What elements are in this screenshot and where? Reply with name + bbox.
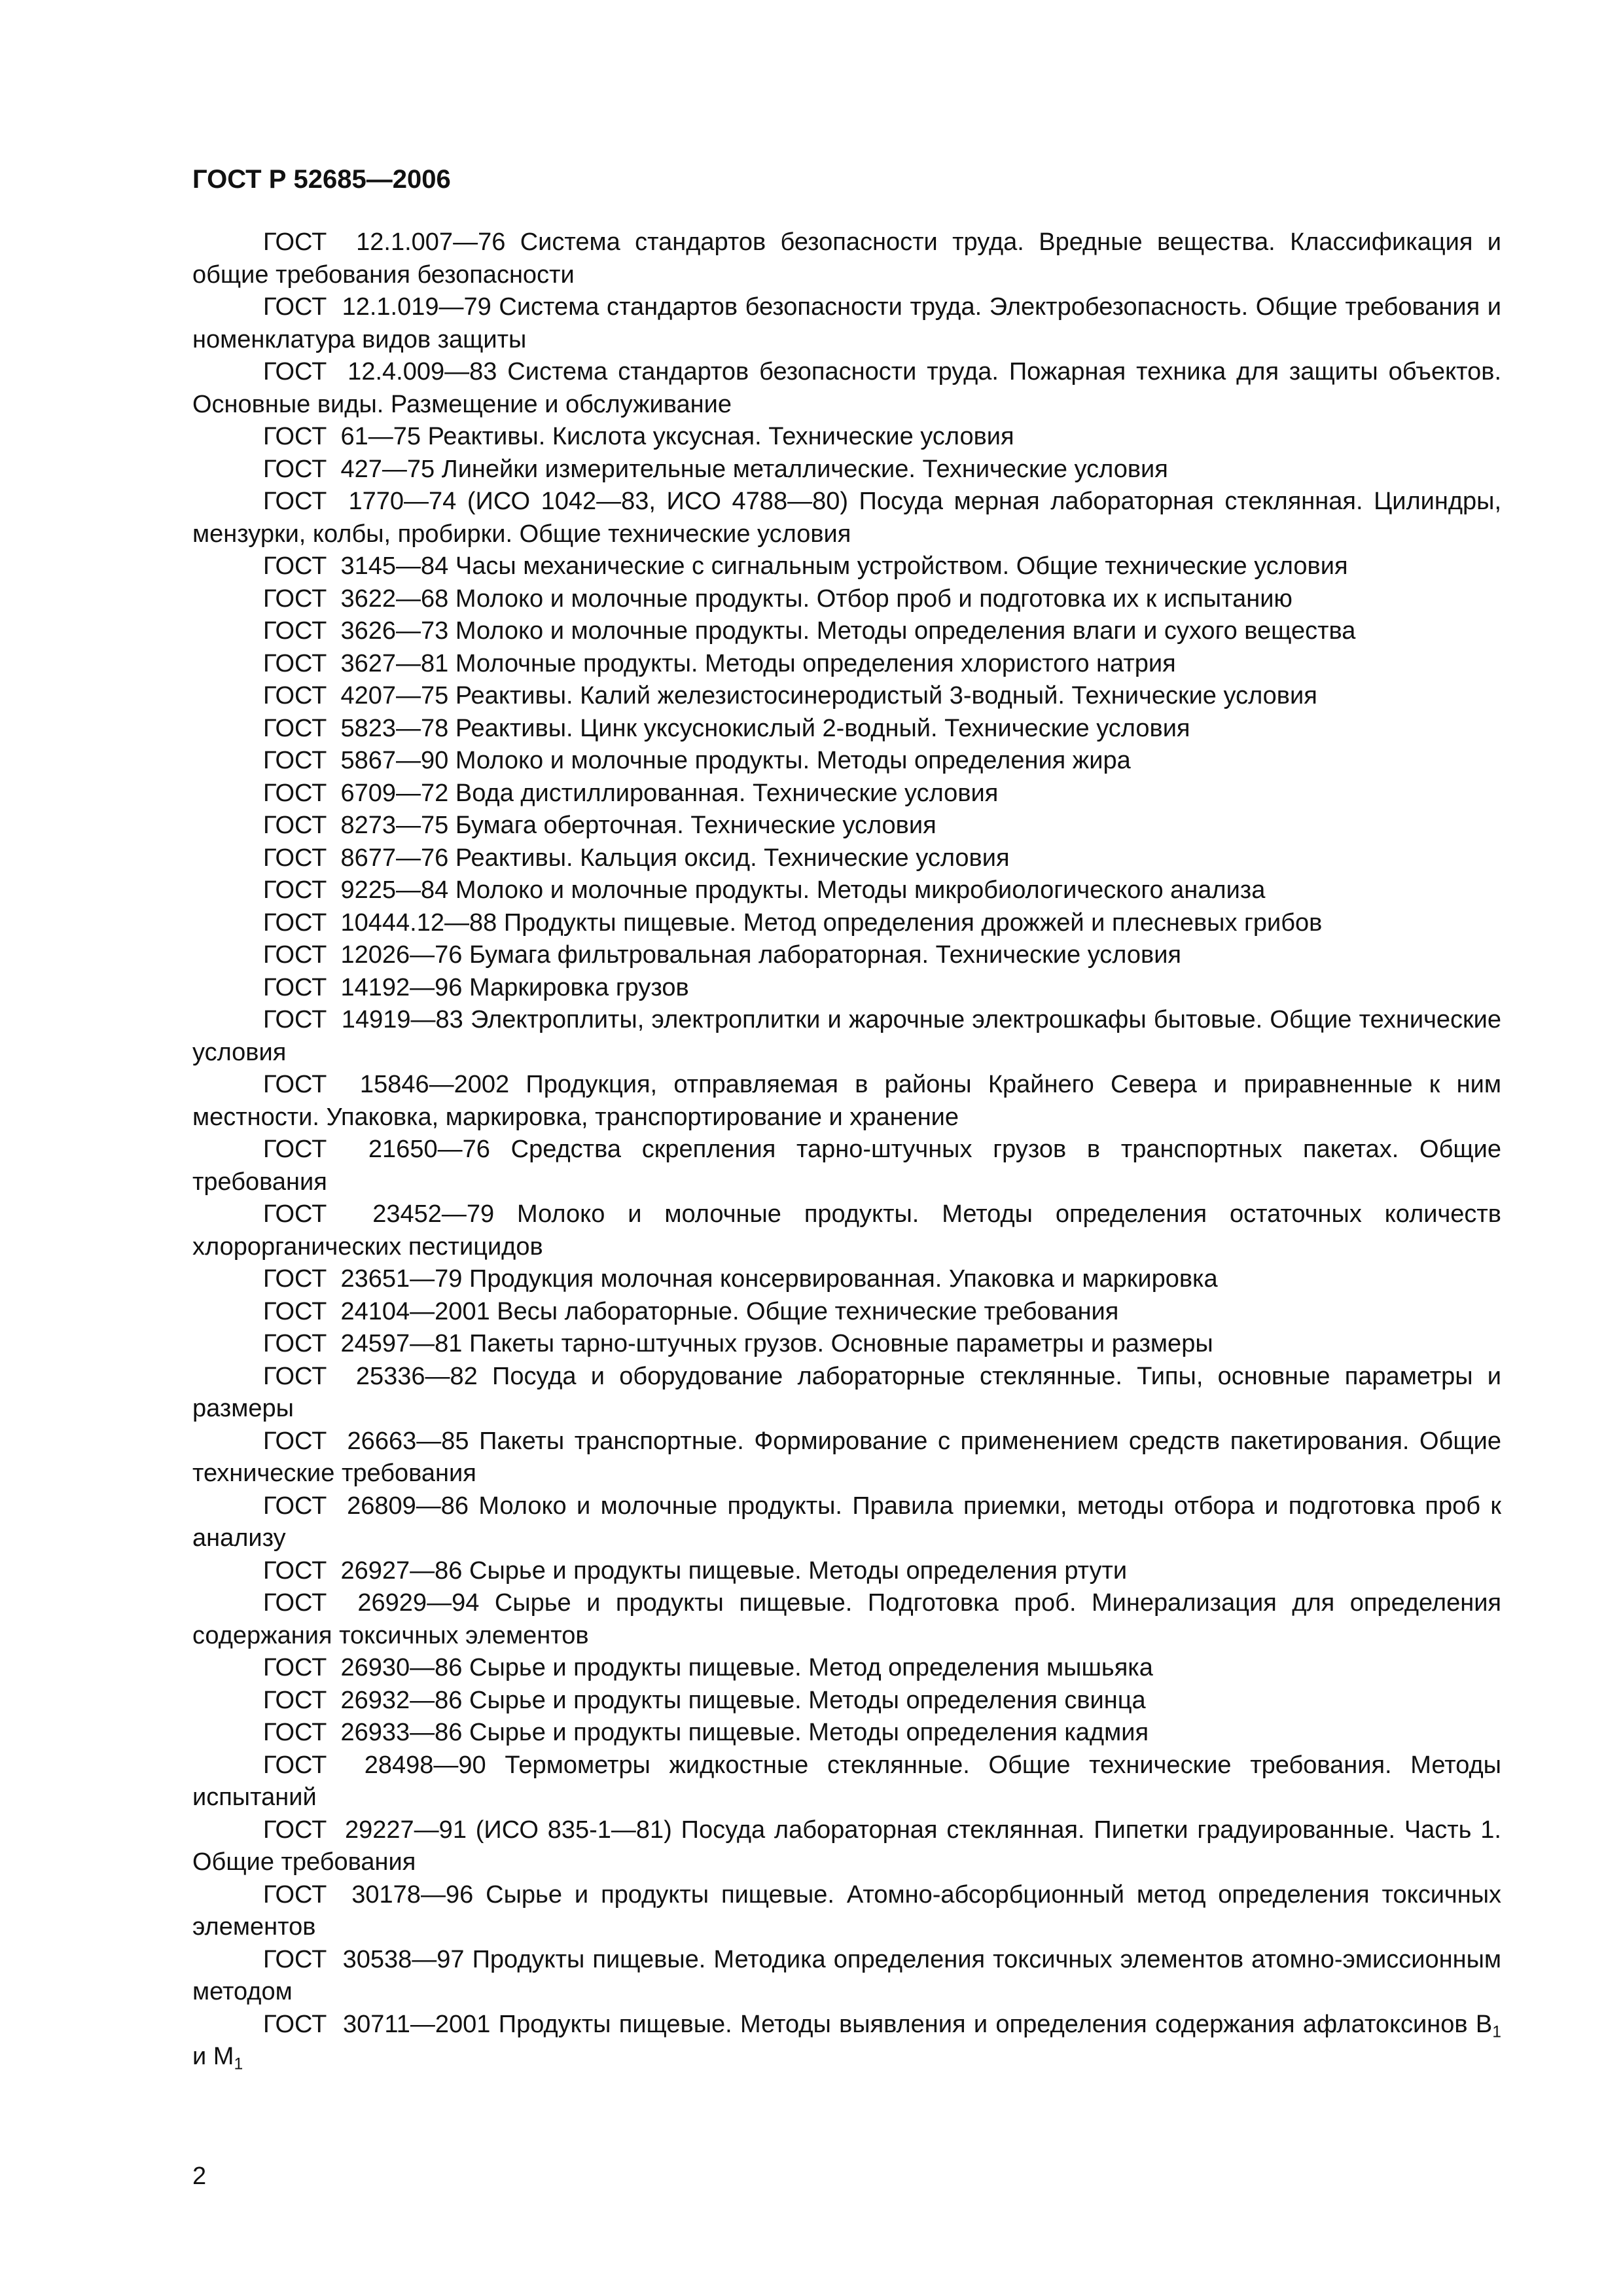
reference-title: Система стандартов безопасности труда. Вредные вещества. Классификация и общие требования безопасности: [192, 228, 1502, 289]
reference-code: ГОСТ 23651—79: [263, 1265, 463, 1293]
reference-entry: [192, 1490, 1501, 1555]
reference-entry: [192, 550, 1501, 583]
reference-entry: [192, 1328, 1501, 1361]
reference-entry: [192, 907, 1501, 940]
reference-code: ГОСТ 26663—85: [263, 1427, 469, 1455]
reference-title: Молоко и молочные продукты. Методы определения влаги и сухого вещества: [455, 617, 1356, 645]
reference-entry: [192, 1685, 1501, 1717]
reference-code: ГОСТ 1770—74: [263, 488, 457, 515]
reference-code: ГОСТ 4207—75: [263, 682, 449, 709]
page-header: ГОСТ Р 52685—2006: [192, 165, 451, 194]
reference-code: ГОСТ 30711—2001: [263, 2010, 491, 2038]
reference-entry: [192, 1069, 1501, 1134]
reference-code: ГОСТ 3622—68: [263, 584, 449, 613]
reference-code: ГОСТ 26933—86: [263, 1719, 463, 1746]
reference-entry: [192, 1134, 1501, 1198]
reference-title: Молоко и молочные продукты. Отбор проб и подготовка их к испытанию: [455, 584, 1293, 613]
reference-title: Часы механические с сигнальным устройством. Общие технические условия: [455, 552, 1348, 580]
reference-title: Система стандартов безопасности труда. Электробезопасность. Общие требования и номенклатура видов защиты: [192, 293, 1501, 353]
reference-code: ГОСТ 25336—82: [263, 1362, 478, 1390]
reference-title: Продукты пищевые. Метод определения дрожжей и плесневых грибов: [503, 908, 1323, 937]
reference-entry: [192, 583, 1501, 616]
reference-title: Термометры жидкостные стеклянные. Общие технические требования. Методы испытаний: [192, 1751, 1501, 1811]
reference-title: Продукция молочная консервированная. Упаковка и маркировка: [469, 1265, 1218, 1293]
reference-entry: [192, 291, 1501, 356]
reference-title: Система стандартов безопасности труда. Пожарная техника для защиты объектов. Основные виды. Размещение и обслуживание: [192, 358, 1502, 418]
reference-code: ГОСТ 6709—72: [263, 779, 449, 807]
reference-code: ГОСТ 14919—83: [263, 1006, 463, 1033]
reference-code: ГОСТ 30538—97: [263, 1945, 465, 1973]
reference-title: Реактивы. Кислота уксусная. Технические условия: [427, 423, 1014, 450]
reference-title: (ИСО 1042—83, ИСО 4788—80) Посуда мерная лабораторная стеклянная. Цилиндры, мензурки, колбы, пробирки. Общие технические условия: [192, 488, 1501, 548]
reference-code: ГОСТ 15846—2002: [263, 1071, 510, 1098]
reference-code: ГОСТ 12.1.019—79: [263, 293, 491, 321]
reference-entry: [192, 972, 1501, 1005]
reference-entry: [192, 1587, 1501, 1652]
reference-entry: [192, 1263, 1501, 1296]
reference-code: ГОСТ 26932—86: [263, 1686, 463, 1714]
reference-code: ГОСТ 8677—76: [263, 844, 449, 872]
reference-entry: [192, 713, 1501, 745]
reference-entry: [192, 226, 1501, 291]
reference-title: Молоко и молочные продукты. Методы определения жира: [455, 747, 1131, 774]
reference-title: Бумага фильтровальная лабораторная. Технические условия: [469, 941, 1182, 969]
reference-title: Сырье и продукты пищевые. Подготовка проб. Минерализация для определения содержания токсичных элементов: [192, 1589, 1502, 1649]
reference-code: ГОСТ 3626—73: [263, 617, 449, 645]
reference-entry: [192, 1944, 1501, 2009]
reference-entry: [192, 1749, 1501, 1814]
reference-code: ГОСТ 29227—91: [263, 1816, 467, 1844]
references-list: [192, 226, 1501, 2073]
subscript: 1: [1492, 2022, 1501, 2041]
reference-code: ГОСТ 26809—86: [263, 1492, 469, 1520]
reference-entry: [192, 778, 1501, 810]
reference-entry: [192, 1426, 1501, 1490]
reference-title: Электроплиты, электроплитки и жарочные электрошкафы бытовые. Общие технические условия: [192, 1006, 1501, 1066]
reference-entry: [192, 648, 1501, 681]
reference-code: ГОСТ 12.1.007—76: [263, 228, 506, 256]
reference-entry: [192, 1652, 1501, 1685]
reference-entry: [192, 421, 1501, 454]
reference-code: ГОСТ 3145—84: [263, 552, 449, 580]
reference-entry: [192, 615, 1501, 648]
reference-code: ГОСТ 14192—96: [263, 973, 463, 1001]
reference-title: Молоко и молочные продукты. Методы определения остаточных количеств хлорорганических пестицидов: [192, 1200, 1501, 1261]
reference-code: ГОСТ 30178—96: [263, 1880, 474, 1909]
reference-entry: [192, 1717, 1501, 1749]
reference-code: ГОСТ 28498—90: [263, 1751, 486, 1779]
reference-code: ГОСТ 427—75: [263, 455, 435, 483]
reference-entry: [192, 745, 1501, 778]
reference-code: ГОСТ 26927—86: [263, 1556, 463, 1585]
reference-code: ГОСТ 3627—81: [263, 649, 449, 677]
reference-entry: [192, 810, 1501, 842]
reference-entry: [192, 1814, 1501, 1879]
reference-entry: [192, 1879, 1501, 1944]
reference-entry: [192, 874, 1501, 907]
reference-title: Продукция, отправляемая в районы Крайнего Севера и приравненные к ним местности. Упаковка, маркировка, транспортирование и хранение: [192, 1071, 1501, 1131]
reference-title: Весы лабораторные. Общие технические требования: [497, 1297, 1119, 1325]
reference-title: Молоко и молочные продукты. Методы микробиологического анализа: [455, 876, 1266, 904]
reference-title-cont: и M: [192, 2043, 234, 2070]
reference-code: ГОСТ 24104—2001: [263, 1297, 490, 1325]
reference-code: ГОСТ 23452—79: [263, 1200, 495, 1228]
reference-code: ГОСТ 10444.12—88: [263, 908, 497, 937]
reference-code: ГОСТ 26930—86: [263, 1654, 463, 1681]
reference-title: Линейки измерительные металлические. Технические условия: [441, 455, 1168, 483]
reference-entry: [192, 1555, 1501, 1588]
reference-code: ГОСТ 12.4.009—83: [263, 358, 497, 386]
reference-code: ГОСТ 9225—84: [263, 876, 449, 904]
reference-entry: [192, 842, 1501, 875]
reference-title: Реактивы. Калий железистосинеродистый 3-водный. Технические условия: [455, 682, 1317, 709]
reference-code: ГОСТ 12026—76: [263, 941, 463, 969]
reference-title: Молочные продукты. Методы определения хлористого натрия: [455, 649, 1176, 677]
reference-code: ГОСТ 5867—90: [263, 747, 449, 774]
reference-entry: [192, 939, 1501, 972]
reference-entry: [192, 1004, 1501, 1069]
reference-title: Средства скрепления тарно-штучных грузов в транспортных пакетах. Общие требования: [192, 1136, 1501, 1196]
reference-entry-aflatoxins: [192, 2009, 1501, 2073]
reference-title: Маркировка грузов: [469, 973, 689, 1001]
reference-title: Сырье и продукты пищевые. Методы определения кадмия: [469, 1719, 1149, 1746]
reference-code: ГОСТ 26929—94: [263, 1589, 480, 1617]
reference-title: Пакеты транспортные. Формирование с применением средств пакетирования. Общие технические требования: [192, 1427, 1501, 1487]
reference-entry: [192, 454, 1501, 486]
reference-title: Сырье и продукты пищевые. Атомно-абсорбционный метод определения токсичных элементов: [192, 1880, 1502, 1941]
reference-code: ГОСТ 5823—78: [263, 714, 449, 742]
reference-title: Реактивы. Цинк уксуснокислый 2-водный. Технические условия: [455, 714, 1190, 742]
reference-title: Реактивы. Кальция оксид. Технические условия: [455, 844, 1010, 872]
reference-title: Молоко и молочные продукты. Правила приемки, методы отбора и подготовка проб к анализу: [192, 1492, 1501, 1552]
reference-entry: [192, 680, 1501, 713]
reference-title: Продукты пищевые. Методика определения токсичных элементов атомно-эмиссионным методом: [192, 1945, 1502, 2005]
reference-entry: [192, 356, 1501, 421]
reference-title: Вода дистиллированная. Технические условия: [455, 779, 999, 807]
reference-code: ГОСТ 24597—81: [263, 1330, 463, 1357]
reference-code: ГОСТ 61—75: [263, 423, 421, 450]
reference-title: (ИСО 835-1—81) Посуда лабораторная стеклянная. Пипетки градуированные. Часть 1. Общие требования: [192, 1816, 1501, 1876]
reference-code: ГОСТ 21650—76: [263, 1136, 490, 1163]
reference-code: ГОСТ 8273—75: [263, 812, 449, 839]
reference-entry: [192, 1361, 1501, 1426]
reference-entry: [192, 1198, 1501, 1263]
reference-title: Сырье и продукты пищевые. Метод определения мышьяка: [469, 1654, 1153, 1681]
subscript: 1: [234, 2055, 243, 2073]
reference-title: Сырье и продукты пищевые. Методы определения ртути: [469, 1556, 1128, 1585]
page-number: 2: [192, 2162, 207, 2190]
reference-title: Пакеты тарно-штучных грузов. Основные параметры и размеры: [469, 1330, 1213, 1357]
reference-title: Посуда и оборудование лабораторные стеклянные. Типы, основные параметры и размеры: [192, 1362, 1502, 1422]
reference-title: Бумага оберточная. Технические условия: [455, 812, 936, 839]
reference-title: Сырье и продукты пищевые. Методы определения свинца: [469, 1686, 1146, 1714]
reference-title: Продукты пищевые. Методы выявления и определения содержания афлатоксинов B: [498, 2010, 1493, 2038]
reference-entry: [192, 486, 1501, 550]
reference-entry: [192, 1296, 1501, 1329]
